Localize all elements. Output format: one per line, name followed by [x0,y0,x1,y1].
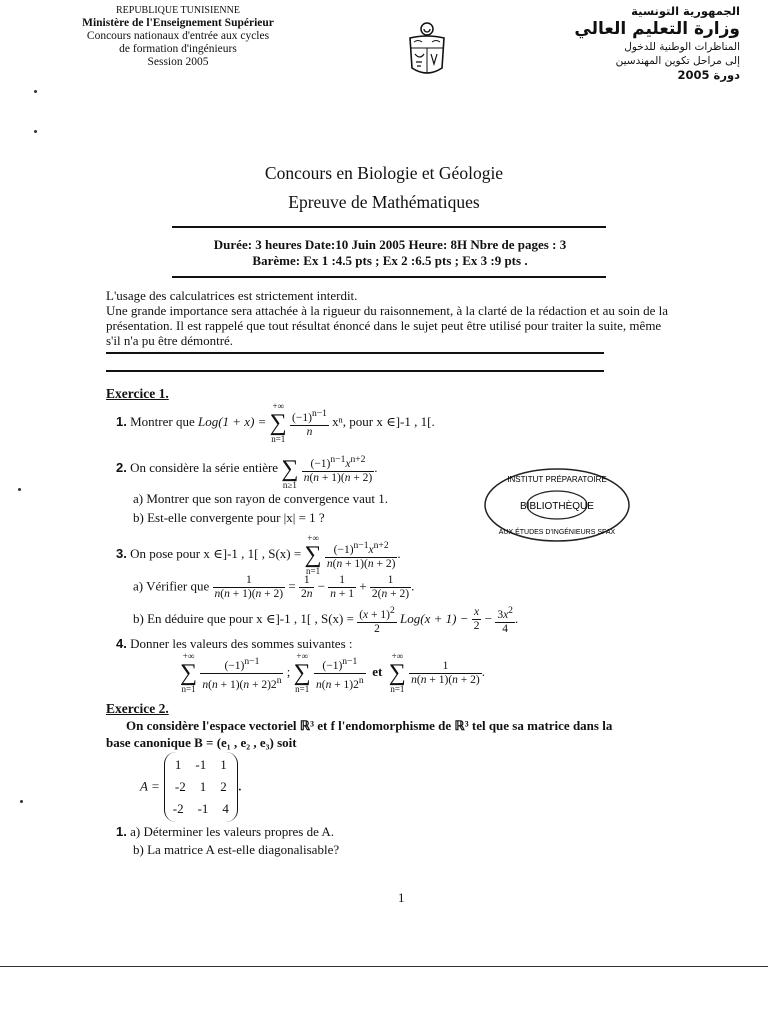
q3b-fraction-3: $\frac{3x^2}{4}$ [497,605,513,635]
sum-symbol: +∞ ∑ n=1 [269,401,287,444]
matrix-cell: -2 [174,779,186,794]
matrix-row [173,776,229,798]
exam-info-line2: Barème: Ex 1 :4.5 pts ; Ex 2 :6.5 pts ; Ex 3 :9 pts . [252,253,528,268]
header-left-block [82,4,274,69]
exam-info-line1: Durée: 3 heures Date:10 Juin 2005 Heure: 8H Nbre de pages : 3 [213,237,567,252]
scan-edge-line [0,966,768,967]
q3-text: On pose pour x ∈]-1 , 1[ , S(x) = [130,545,302,561]
matrix-row [173,754,229,776]
scan-speck [18,488,21,491]
q3a-fraction-2: $\frac{1}{n + 1}$ [330,574,355,600]
stamp-top-text: INSTITUT PRÉPARATOIRE [507,475,607,484]
concours-label: Concours nationaux d'entrée aux cycles de formation d'ingénieurs [86,30,270,55]
q3-fraction: $\frac{(-1)^{n-1}x^{n+2}}{n(n + 1)(n + 2)}$ [326,540,396,570]
matrix-cell: 4 [222,801,229,816]
q1-tail: xⁿ, pour x ∈]-1 , 1[. [332,413,435,429]
matrix-label: A = [140,778,160,794]
exercise2-title: Exercice 2. [106,701,169,716]
divider [106,352,604,354]
matrix-cell: -1 [197,801,209,816]
q3b-fraction-1: $\frac{(x + 1)^2}{2}$ [359,605,395,635]
engineers-arabic: إلى مراحل تكوين المهندسين [615,55,740,67]
session-label: Session 2005 [147,56,209,68]
q3b: b) En déduire que pour x ∈]-1 , 1[ , S(x) = $\frac{(x + 1)^2}{2}$ Log(x + 1) − $\frac{x}{2}$ − $\frac{3x^2}{4}$ . [133,605,519,635]
tunisia-emblem-icon [404,20,450,80]
matrix-row [173,798,229,820]
q4-text: Donner les valeurs des sommes suivantes : [130,636,353,651]
concours-arabic: المناظرات الوطنية للدخول [624,41,740,53]
q2a: a) Montrer que son rayon de convergence vaut 1. [133,491,388,506]
page-number: 1 [398,890,405,905]
exam-subtitle: Epreuve de Mathématiques [288,192,480,212]
exercise2-intro2: base canonique B = (e₁ , e₂ , e₃) soit [106,735,297,750]
question-number: 3. [116,545,127,561]
instructions-block [106,288,676,348]
matrix-cell: 2 [220,779,227,794]
matrix-A: A = 1 -1 1 -2 1 2 -2 -1 4 . [140,752,242,822]
exercise1-q2: 2. On considère la série entière ∑ n≥1 $\frac{(-1)^{n-1}x^{n+2}}{n(n + 1)(n + 2)}$ . [116,448,616,490]
exercise1-q1 [116,402,616,444]
matrix-cell: -2 [172,801,184,816]
divider [172,276,606,278]
sum-symbol: +∞ ∑ n=1 [304,533,322,576]
q4-fraction-2: $\frac{(-1)^{n-1}}{n(n + 1)2^n}$ [315,655,364,691]
institution-stamp [482,466,632,544]
q1-fraction: $\frac{(-1)^{n-1}}{n}$ [292,408,327,438]
q4-fraction-1: $\frac{(-1)^{n-1}}{n(n + 1)(n + 2)2^n}$ [202,655,282,691]
divider [172,226,606,228]
divider [106,370,604,372]
stamp-center-text: BIBLIOTHÈQUE [520,501,594,512]
q4-fraction-3: $\frac{1}{n(n + 1)(n + 2)}$ [411,659,480,686]
q2-text: On considère la série entière [130,459,279,475]
q2b: b) Est-elle convergente pour |x| = 1 ? [133,510,325,525]
scan-speck [34,90,37,93]
matrix-cell: 1 [220,757,227,772]
sum-symbol: ∑ n≥1 [281,456,299,490]
question-number: 4. [116,636,127,651]
sum-symbol: +∞ ∑ n=1 [388,651,406,694]
matrix-cell: 1 [174,757,182,772]
republic-arabic: الجمهورية التونسية [631,4,740,18]
ministry-label: Ministère de l'Enseignement Supérieur [82,17,274,29]
q3a-fraction-3: $\frac{1}{2(n + 2)}$ [371,574,410,600]
exercise1-q3: 3. On pose pour x ∈]-1 , 1[ , S(x) = +∞ ∑ n=1 $\frac{(-1)^{n-1}x^{n+2}}{n(n + 1)(n + 2)}$ . [116,533,401,576]
exercise1-q4 [116,636,616,652]
matrix-cell: 1 [199,779,207,794]
exercise2-q1b: b) La matrice A est-elle diagonalisable? [133,842,340,857]
q1-lhs: Log(1 + x) = [197,413,267,429]
matrix-body [164,752,238,822]
exercise1-title: Exercice 1. [106,386,169,401]
ministry-arabic: وزارة التعليم العالي [574,19,740,39]
stamp-bottom-text: AUX ÉTUDES D'INGÉNIEURS SFAX [498,529,616,536]
question-number: 2. [116,459,127,475]
q3b-text: b) En déduire que pour x ∈]-1 , 1[ , S(x) = [133,610,354,626]
scan-speck [20,800,23,803]
q3a-fraction-lhs: $\frac{1}{n(n + 1)(n + 2)}$ [214,574,284,600]
session-arabic: دورة 2005 [677,68,740,82]
q1a-text: a) Déterminer les valeurs propres de A. [130,824,335,839]
exercise2-intro1: On considère l'espace vectoriel ℝ³ et f l'endomorphisme de ℝ³ tel que sa matrice dans la [126,718,613,733]
republic-label: REPUBLIQUE TUNISIENNE [116,5,240,16]
q3a-fraction-1: $\frac{1}{2n}$ [300,574,313,600]
q4-sums: +∞ ∑ n=1 $\frac{(-1)^{n-1}}{n(n + 1)(n + 2)2^n}$ ; +∞ ∑ n=1 $\frac{(-1)^{n-1}}{n(n + 1)2^n}$ et +∞ ∑ n=1 $\frac{1}{n(n + 1)(n + 2)}$ . [180,651,485,694]
sum-symbol: +∞ ∑ n=1 [180,651,198,694]
calculator-rule: L'usage des calculatrices est strictement interdit. [106,288,358,303]
q3a: a) Vérifier que $\frac{1}{n(n + 1)(n + 2)}$ = $\frac{1}{2n}$ − $\frac{1}{n + 1}$ + $\frac{1}{2(n + 2)}$ . [133,574,415,600]
scan-speck [34,130,37,133]
sum-symbol: +∞ ∑ n=1 [293,651,311,694]
question-number: 1. [116,413,127,429]
q2-fraction: $\frac{(-1)^{n-1}x^{n+2}}{n(n + 1)(n + 2)}$ [303,454,373,484]
question-number: 1. [116,824,127,839]
et-word: et [372,663,383,679]
matrix-cell: -1 [195,757,207,772]
q1-text: Montrer que [130,413,195,429]
presentation-rule: Une grande importance sera attachée à la rigueur du raisonnement, à la clarté de la rédaction et au soin de la présentation. Il est rappelé que tout résultat énoncé dans le sujet peut être utilisé pour traiter la suite, même s'il n'a pu être démontré. [106,303,668,348]
header-right-block [560,4,740,82]
exercise2-q1a [116,824,334,840]
q3a-text: a) Vérifier que [133,578,210,594]
exam-title: Concours en Biologie et Géologie [264,163,504,183]
q3b-tail: Log(x + 1) − [400,610,469,626]
q3b-fraction-2: $\frac{x}{2}$ [473,606,480,633]
